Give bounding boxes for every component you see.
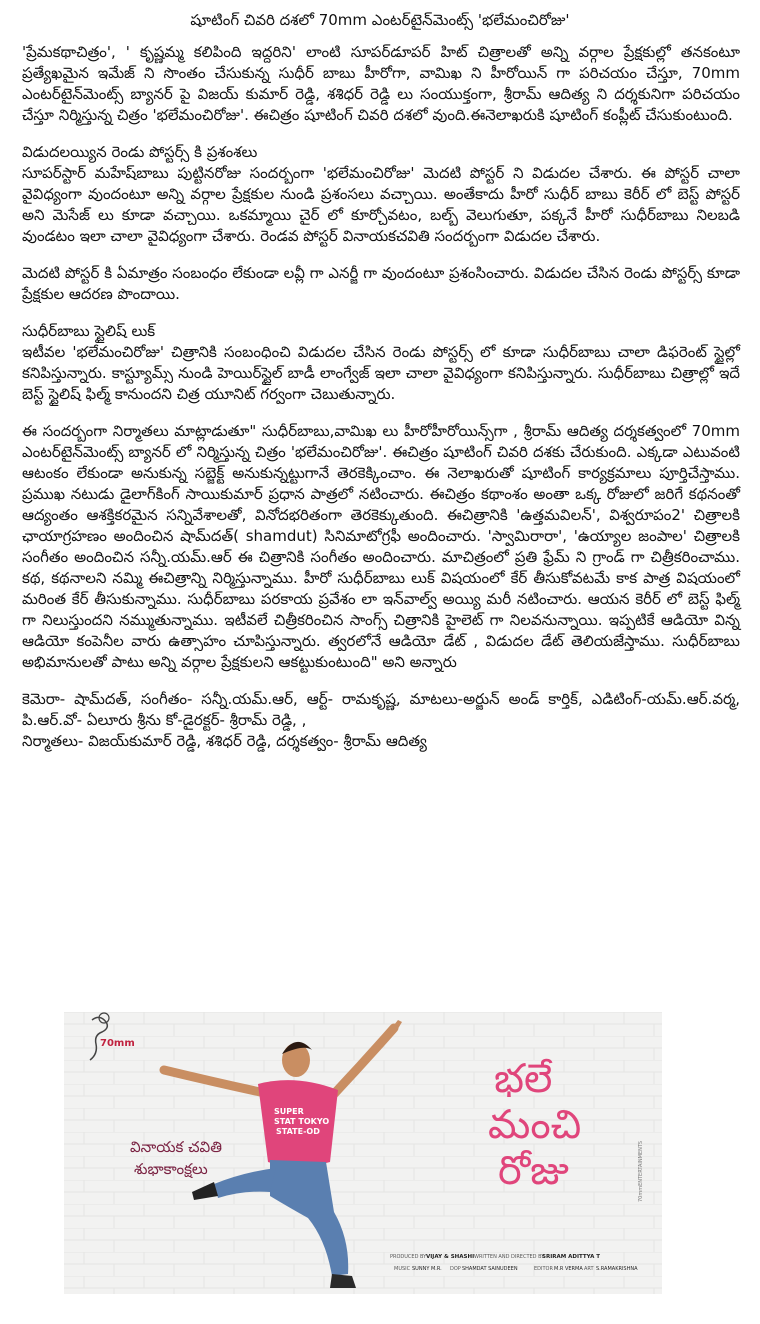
posters-heading: విడుదలయ్యిన రెండు పోస్టర్స్ కి ప్రశంశలు: [22, 143, 258, 161]
shirt-print: SUPER: [274, 1107, 304, 1116]
festival-wish-line2: శుభాకాంక్షలు: [134, 1160, 208, 1178]
credits-line-crew: కెమెరా- షామ్‌దత్, సంగీతం- సన్నీ.యమ్.ఆర్, ఆర్ట్- రామకృష్ణ, మాటలు-అర్జున్ అండ్ కార్తిక్, ఎడిటింగ్-యమ్.ఆర్.వర్మ, పి.ఆర్.వో- ఏలూరు శ్రీను కో-డైరక్టర్- శ్రీరామ్ రెడ్డి, ,: [22, 690, 740, 729]
editor-label: EDITOR: [534, 1266, 553, 1272]
title-line1: భలే: [494, 1056, 553, 1102]
svg-text:STATE-OD: STATE-OD: [276, 1127, 320, 1136]
look-section: [22, 321, 740, 405]
article-body: [22, 42, 740, 752]
svg-text:STAT TOKYO: STAT TOKYO: [274, 1117, 330, 1126]
music-value: SUNNY M.R.: [412, 1266, 442, 1272]
article-title: షూటింగ్ చివరి దశలో 70mm ఎంటర్‌టైన్‌మెంట్స్ 'భలేమంచిరోజు': [190, 11, 570, 29]
credits-line-producers: నిర్మాతలు- విజయ్‌కుమార్ రెడ్డి, శశిధర్ రెడ్డి, దర్శకత్వం- శ్రీరామ్ ఆదిత్య: [22, 732, 427, 750]
logo-70mm: 70mm: [100, 1038, 135, 1049]
credits: [22, 689, 740, 752]
producers-quote: ఈ సందర్బంగా నిర్మాతలు మాట్లాడుతూ" సుధీర్‌బాబు,వామిఖ లు హీరోహీరోయిన్స్‌గా , శ్రీరామ్ ఆదిత్య దర్శకత్వంలో 70mm ఎంటర్‌టైన్‌మెంట్స్ బ్యానర్ లో నిర్మిస్తున్న చిత్రం 'భలేమంచిరోజు'. ఈచిత్రం షూటింగ్ చివరి దశకు చేరుకుంది. ఎక్కడా ఎటువంటి ఆటంకం లేకుండా అనుకున్న సబ్జెక్ట్ అనుకున్నట్టుగానే తెరకెక్కించాం. ఈ నెలాఖరుతో షూటింగ్ కార్యక్రమాలు పూర్తిచేస్తాము. ప్రముఖ నటుడు డైలాగ్‌కింగ్ సాయికుమార్ ప్రధాన పాత్రలో నటించారు. ఈచిత్రం కథాంశం అంతా ఒక్క రోజులో జరిగే కథనంతో ఆద్యంతం ఆశక్తికరమైన సన్నివేశాలతో, వినోదభరితంగా తెరకెక్కుతుంది. ఈచిత్రానికి 'ఉత్తమవిలన్', విశ్వరూపం2' చిత్రాలకి ఛాయాగ్రహణం అందించిన షామ్‌దత్( shamdut) సినిమాటోగ్రఫీ అందించారు. 'స్వామిరారా', 'ఉయ్యాల జంపాల' చిత్రాలకి సంగీతం అందించిన సన్నీ.యమ్.ఆర్ ఈ చిత్రానికి సంగీతం అందించారు. మాచిత్రంలో ప్రతి ఫ్రేమ్ ని గ్రాండ్ గా చిత్రీకరించాము. కథ, కథనాలని నమ్మి ఈచిత్రాన్ని నిర్మిస్తున్నాము. హీరో సుధీర్‌బాబు లుక్ విషయంలో కేర్ తీసుకోవటమే కాక పాత్ర విషయంలో మరింత కేర్ తీసుకున్నాము. సుధీర్‌బాబు పరకాయ ప్రవేశం లా ఇన్‌వాల్వ్ అయ్యి మరీ నటించారు. ఆయన కెరీర్ లో బెస్ట్ ఫిల్మ్ గా నిలుస్తుందని నమ్ముతున్నాము. ఇటీవలే చిత్రీకరించిన సాంగ్స్ చిత్రానికి హైలెట్ గా నిలవనున్నాయి. ఇప్పటికే ఆడియో విన్న ఆడియో కంపెనీల వారు ఉత్సాహం చూపిస్తున్నారు. త్వరలోనే ఆడియో డేట్ , విడుదల డేట్ తెలియజేస్తాము. సుధీర్‌బాబు అభిమానులతో పాటు అన్ని వర్గాల ప్రేక్షకులని ఆకట్టుకుంటుంది" అని అన్నారు: [22, 422, 740, 671]
title-line2: మంచి: [488, 1102, 582, 1148]
art-label: ART: [584, 1266, 594, 1272]
look-heading: సుధీర్‌బాబు స్టైలిష్ లుక్: [22, 322, 156, 340]
art-value: S.RAMAKRISHNA: [596, 1266, 638, 1272]
praise-paragraph: మెదటి పోస్టర్ కి ఏమాత్రం సంబంధం లేకుండా లవ్లీ గా ఎనర్జీ గా వుందంటూ ప్రశంసించారు. విడుదల చేసిన రెండు పోస్టర్స్ కూడా ప్రేక్షకుల ఆదరణ పొందాయి.: [22, 264, 740, 303]
intro-paragraph: 'ప్రేమకథాచిత్రం', ' కృష్ణమ్మ కలిపింది ఇద్దరిని' లాంటి సూపర్‌డూపర్ హిట్ చిత్రాలతో అన్ని వర్గాల ప్రేక్షకుల్లో తనకంటూ ప్రత్యేఖమైన ఇమేజ్ ని సొంతం చేసుకున్న సుధీర్ బాబు హీరోగా, వామిఖ ని హీరోయిన్ గా పరిచయం చేస్తూ, 70mm ఎంటర్‌టైన్‌మెంట్స్ బ్యానర్ పై విజయ్ కుమార్ రెడ్డి, శశిధర్ రెడ్డి లు సంయుక్తంగా, శ్రీరామ్ ఆదిత్య ని దర్శకునిగా పరిచయం చేస్తూ నిర్మిస్తున్న చిత్రం 'భలేమంచిరోజు'. ఈచిత్రం షూటింగ్ చివరి దశలో వుంది.ఈనెలాఖరుకి షూటింగ్ కంప్లీట్ చేసుకుంటుంది.: [22, 43, 740, 124]
posters-section: [22, 142, 740, 247]
side-credit: 70mmENTERTAINMENTS: [638, 1140, 644, 1202]
dop-label: DOP: [450, 1266, 461, 1272]
movie-poster: [64, 1012, 662, 1294]
title-line3: రోజు: [498, 1148, 569, 1194]
festival-wish-line1: వినాయక చవితి: [130, 1138, 222, 1156]
written-value: SRIRAM ADITTYA T: [542, 1254, 600, 1260]
written-label: WRITTEN AND DIRECTED BY: [474, 1254, 545, 1260]
music-label: MUSIC: [394, 1266, 411, 1272]
editor-value: M.R VERMA: [554, 1266, 583, 1272]
look-paragraph: ఇటీవల 'భలేమంచిరోజు' చిత్రానికి సంబంధించి విడుదల చేసిన రెండు పోస్టర్స్ లో కూడా సుధీర్‌బాబు చాలా డిఫరెంట్ స్టైల్లో కనిపిస్తున్నారు. కాస్ట్యూమ్స్ నుండి హెయిర్‌స్టైల్ బాడీ లాంగ్వేజ్ ఇలా చాలా వైవిధ్యంగా కనిపిస్తున్నారు. సుధీర్‌బాబు చిత్రాల్లో ఇదే బెస్ట్ స్టైలిష్ ఫిల్మ్ కానుందని చిత్ర యూనిట్ గర్వంగా చెబుతున్నారు.: [22, 343, 740, 403]
produced-label: PRODUCED BY: [390, 1254, 427, 1260]
produced-value: VIJAY & SHASHI: [426, 1254, 475, 1260]
posters-paragraph: సూపర్‌స్టార్ మహేష్‌బాబు పుట్టినరోజు సందర్బంగా 'భలేమంచిరోజు' మెదటి పోస్టర్ ని విడుదల చేశారు. ఈ పోస్టర్ చాలా వైవిధ్యంగా వుందంటూ అన్ని వర్గాల ప్రేక్షకుల నుండి ప్రశంసలు వచ్చాయి. అంతేకాదు హీరో సుధీర్ బాబు కెరీర్ లో బెస్ట్ పోస్టర్ అని మెసేజ్ లు కూడా వచ్చాయి. ఒకమ్మాయి చైర్ లో కూర్చోవటం, బల్బ్ వెలుగుతూ, పక్కనే హీరో సుధీర్‌బాబు నిలబడి వుండటం ఇలా చాలా వైవిధ్యంగా చేశారు. రెండవ పోస్టర్ వినాయకచవితి సందర్బంగా విడుదల చేశారు.: [22, 164, 740, 245]
dop-value: SHAMDAT SAINUDEEN: [462, 1266, 518, 1272]
